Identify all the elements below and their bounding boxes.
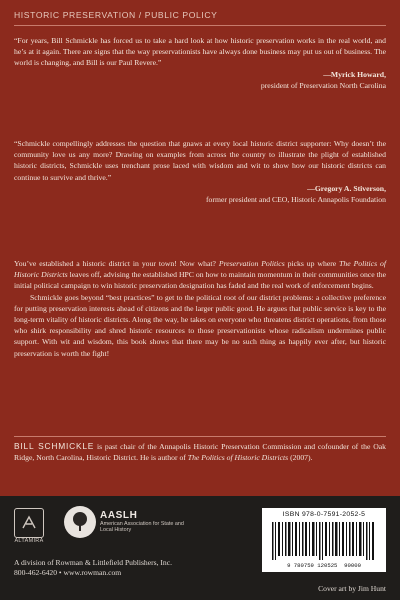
- barcode-icon: [272, 522, 376, 560]
- quote-2-text: “Schmickle compellingly addresses the question that gnaws at every local historic district supporter: Why doesn’t the community love us any more? Drawing on examples from across the country to illustrate the plight of established historic districts, Schmickle uses trenchant prose laced with wisdom and wit to show how our historic districts can continue to survive and thrive.”: [14, 139, 386, 182]
- category-label: HISTORIC PRESERVATION / PUBLIC POLICY: [14, 10, 218, 20]
- altamira-logo-icon: [14, 508, 44, 538]
- book-description: [14, 258, 386, 359]
- isbn-barcode: [262, 508, 386, 572]
- description-paragraph-1: You’ve established a historic district in your town! Now what? Preservation Politics picks up where The Politics of Historic Districts leaves off, advising the established HPC on how to maintain momentum in their communities once the initial political campaign to win historic preservation designation has faded and the real work of enforcement begins.: [14, 259, 386, 291]
- quote-1-attribution: —Myrick Howard,: [323, 69, 386, 79]
- author-name: BILL SCHMICKLE: [14, 441, 95, 451]
- author-book-title: The Politics of Historic Districts: [187, 453, 289, 463]
- header-divider: [14, 25, 386, 26]
- quote-1-text: “For years, Bill Schmickle has forced us to take a hard look at how historic preservation works in the real world, and he’s at it again. There are signs that the way preservationists have always done business may put us out of business. The world is changing, and Bill is our Paul Revere.”: [14, 36, 386, 68]
- quote-1-affiliation: president of Preservation North Carolina: [260, 80, 386, 90]
- endorsement-quote-1: [14, 35, 386, 91]
- endorsement-quote-2: [14, 138, 386, 205]
- isbn-number: ISBN 978-0-7591-2052-5: [282, 511, 366, 518]
- author-bio: BILL SCHMICKLE is past chair of the Annapolis Historic Preservation Commission and cofounder of the Oak Ridge, North Carolina, Historic District. He is author of The Politics of Historic Districts (2007).: [14, 441, 387, 463]
- footer-band: [0, 496, 400, 600]
- aaslh-tree-icon: [64, 506, 96, 538]
- cover-art-credit: Cover art by Jim Hunt: [318, 584, 386, 593]
- quote-2-affiliation: former president and CEO, Historic Annapolis Foundation: [206, 195, 386, 205]
- author-divider: [14, 436, 386, 437]
- publisher-info: A division of Rowman & Littlefield Publishers, Inc. 800-462-6420 • www.rowman.com: [14, 558, 172, 578]
- quote-2-attribution: —Gregory A. Stiverson,: [307, 183, 386, 193]
- prior-book-title-ref: The Politics of Historic Districts: [14, 259, 386, 280]
- altamira-logo-text: ALTAMIRA: [14, 538, 44, 544]
- barcode-digits: 9 780759 120525 90000: [287, 562, 361, 569]
- book-title-ref: Preservation Politics: [218, 259, 285, 268]
- description-paragraph-2: Schmickle goes beyond “best practices” to get to the political root of our district problems: a collective preference for putting preservation interests ahead of citizens and the larger public good. He argues that public service is key to the long-term vitality of historic districts. Along the way, he takes on everyone who threatens district operations, from those who shirk responsibility and shred historic resources to those preservationists whose radicalism undermines public support. With wit and wisdom, this book shows that there may be no such thing as happily ever after, but historic preservation is worth the fight!: [14, 292, 386, 358]
- aaslh-logo: AASLH American Association for State and Local History: [100, 510, 184, 534]
